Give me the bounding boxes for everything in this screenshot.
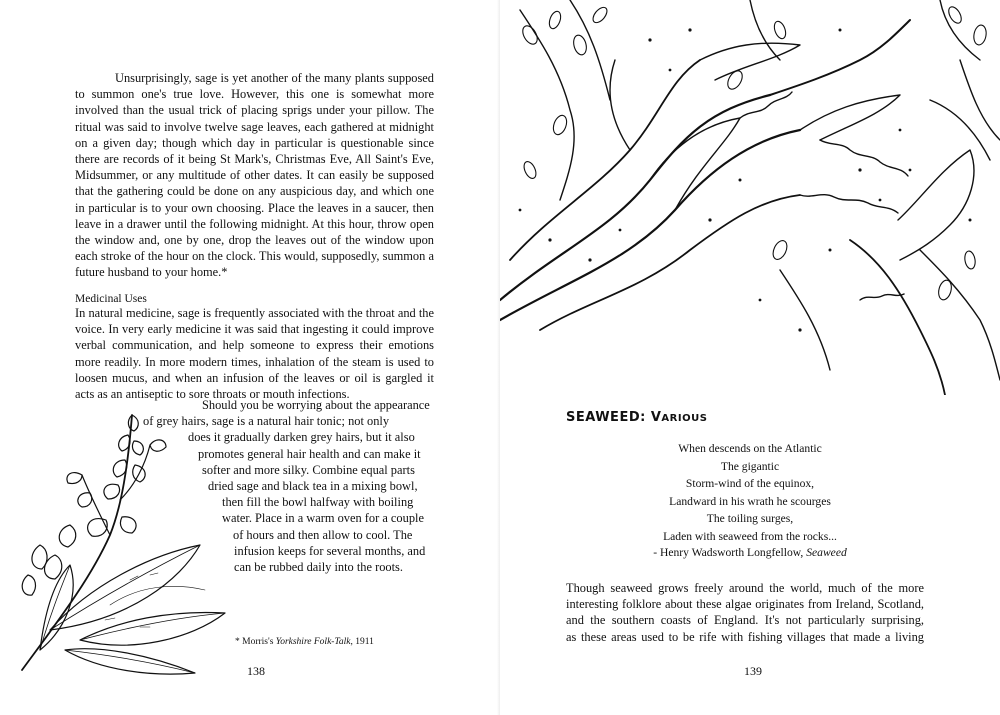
- attribution-author: - Henry Wadsworth Longfellow,: [653, 546, 807, 559]
- grey-hair-line: softer and more silky. Combine equal parts: [202, 462, 415, 477]
- footnote: [235, 637, 374, 647]
- intro-paragraph: Unsurprisingly, sage is yet another of the many plants supposed to summon one's true love. However, this one is somewhat more involved than the usual trick of placing sprigs under your pillow. The ritual was said to involve twelve sage leaves, each gathered at midnight on a given day; though which day in particular is questionable since there are records of it being St Mark's, Christmas Eve, All Saint's Eve, Midsummer, or any multitude of other dates. It can easily be supposed that the gathering could be done on any auspicious day, and which one in particular is to your own choosing. Place the leaves in a saucer, then leave in a drawer until the following midnight. At this hour, throw open the window and, one by one, drop the leaves out of the window upon each stroke of the hour on the clock. This would, supposedly, summon a future husband to your home.*: [75, 71, 434, 280]
- section-title-main: SEAWEED: V: [566, 410, 662, 425]
- grey-hair-line: does it gradually darken grey hairs, but it also: [188, 430, 415, 445]
- grey-hair-line: then fill the bowl halfway with boiling: [222, 495, 414, 510]
- body-line: interesting folklore about these algae originates from Ireland, Scotland,: [566, 597, 924, 612]
- poem-excerpt: [630, 440, 870, 546]
- poem-line: When descends on the Atlantic: [678, 442, 822, 455]
- grey-hair-line: promotes general hair health and can make it: [198, 446, 421, 461]
- section-title-smallcaps: ARIOUS: [661, 413, 708, 424]
- poem-line: Laden with seaweed from the rocks...: [663, 529, 837, 543]
- page-number-left: 138: [247, 664, 265, 678]
- grey-hair-line: water. Place in a warm oven for a couple: [222, 511, 424, 526]
- poem-line: Storm-wind of the equinox,: [685, 477, 815, 491]
- footnote-source-title: Yorkshire Folk-Talk: [275, 637, 351, 647]
- grey-hair-line: dried sage and black tea in a mixing bowl,: [208, 479, 418, 493]
- body-line: as these areas used to be rife with fishing villages that made a living: [566, 629, 924, 644]
- seaweed-illustration: [500, 0, 1000, 395]
- poem-line: Landward in his wrath he scourges: [669, 494, 831, 508]
- grey-hair-line: Should you be worrying about the appearance: [202, 398, 430, 412]
- body-line: and the southern coasts of England. It's not particularly surprising,: [566, 613, 924, 628]
- footnote-year: , 1911: [350, 637, 374, 647]
- body-line: Though seaweed grows freely around the world, much of the more: [566, 581, 924, 595]
- page-number-right: 139: [744, 664, 762, 678]
- poem-attribution: [600, 546, 900, 559]
- grey-hair-line: of grey hairs, sage is a natural hair tonic; not only: [143, 414, 390, 429]
- poem-line: The gigantic: [720, 459, 780, 473]
- attribution-title: Seaweed: [806, 546, 847, 559]
- medicinal-paragraph: In natural medicine, sage is frequently associated with the throat and the voice. In very early medicine it was said that ingesting it could improve verbal communication, and help someone to express their emotions more readily. In more modern times, inhalation of the steam is used to loosen mucus, and when an infusion of the leaves or oil is gargled it acts as an antiseptic to sore throats or mouth infections.: [75, 306, 434, 402]
- right-page: [500, 0, 1000, 715]
- medicinal-uses-heading: Medicinal Uses: [75, 293, 147, 305]
- grey-hair-line: infusion keeps for several months, and: [234, 543, 426, 558]
- section-title: [566, 410, 707, 425]
- poem-line: The toiling surges,: [706, 512, 794, 526]
- footnote-prefix: * Morris's: [235, 637, 276, 647]
- grey-hair-line: can be rubbed daily into the roots.: [234, 560, 403, 574]
- sage-sprig-illustration: [10, 405, 235, 680]
- grey-hair-line: of hours and then allow to cool. The: [233, 527, 413, 542]
